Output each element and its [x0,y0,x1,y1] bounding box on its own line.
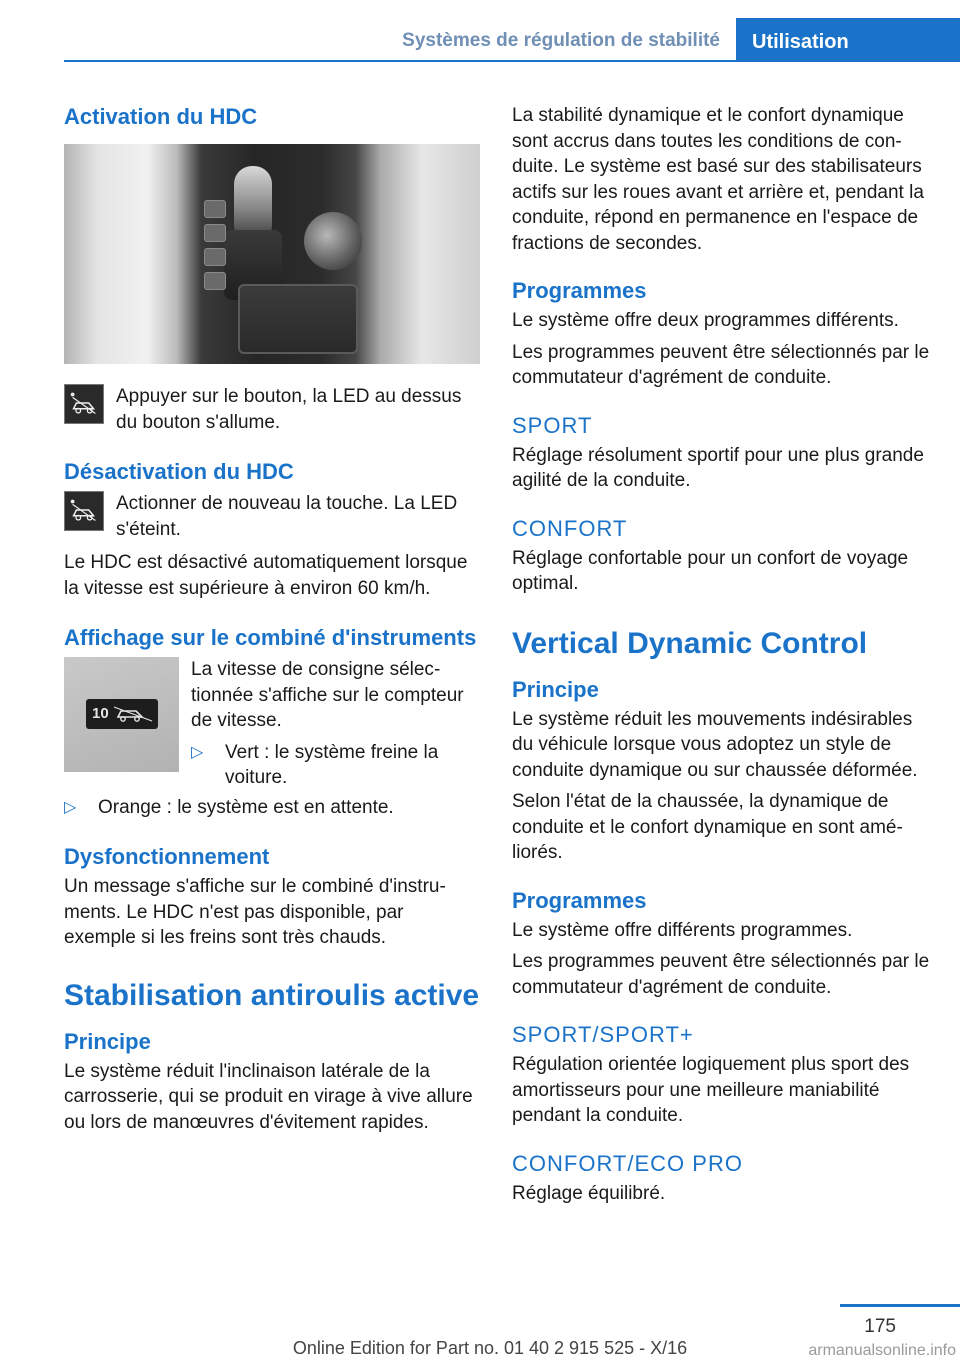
confort-eco-title: CONFORT/ECO PRO [512,1150,743,1176]
hdc-deactivation-title: Désactivation du HDC [64,459,294,484]
display-title: Affichage sur le combiné d'instruments [64,625,477,650]
programmes-text: Le système offre deux programmes différents. [512,310,899,331]
hdc-activation-text: Appuyer sur le bouton, la LED au dessus du bouton s'allume. [116,386,462,433]
page-number: 175 [864,1316,896,1337]
malfunction-text: Un message s'affiche sur le combiné d'instruments. Le HDC n'est pas disponible, par exemple si les freins sont très chauds. [64,876,446,948]
display-text: La vitesse de consigne sélectionnée s'affiche sur le compteur de vitesse. [191,659,464,731]
sport-title: SPORT [512,412,593,438]
edition-line: Online Edition for Part no. 01 40 2 915 525 - X/16 [292,1338,688,1358]
center-console-photo [64,144,480,364]
confort-eco-text: Réglage équilibré. [512,1182,666,1204]
hdc-deactivation-text: Actionner de nouveau la touche. La LED s'éteint. [116,493,458,540]
intro-text: La stabilité dynamique et le confort dynamique sont accrus dans toutes les conditions de conduite. Le système est basé sur des stabilisateurs actifs sur les roues avant et arrière et, pendant la conduite, répond en permanence en l'espace de fractions de secondes. [512,105,924,254]
hdc-activation-title: Activation du HDC [64,104,258,129]
triangle-bullet-icon: ▷ [191,743,204,761]
vdc-principle-text: Le système réduit les mouvements indésirables du véhicule lorsque vous adoptez un style de conduite dynamique ou sur chaussée déformée. [512,708,918,781]
confort-text: Réglage confortable pour un confort de voyage optimal. [512,547,909,594]
hdc-button-icon [64,384,104,424]
display-bullets-2 [64,795,480,821]
sport-text: Réglage résolument sportif pour une plus grande agilité de la conduite. [512,444,924,491]
programmes-title: Programmes [512,278,647,303]
hdc-auto-off-text: Le HDC est désactivé automatiquement lorsque la vitesse est supérieure à environ 60 km/h. [64,552,468,599]
hdc-button-icon [64,491,104,531]
sportplus-title: SPORT/SPORT+ [512,1022,694,1047]
footer-rule [840,1304,960,1307]
programmes-text: Le système offre différents programmes. [512,919,853,941]
header-tab: Utilisation [736,18,960,62]
right-column [512,96,932,1206]
header-section-title: Systèmes de régulation de stabilité [402,30,720,51]
cluster-display-image [64,657,179,772]
watermark: armanualsonline.info [808,1342,956,1359]
cluster-speed-value: 10 [92,705,109,722]
arc-principle-title: Principe [64,1028,151,1054]
list-item: ▷ Orange : le système est en attente. [64,795,480,821]
confort-title: CONFORT [512,515,628,541]
hdc-activation-row [64,384,480,435]
vdc-principle-title: Principe [512,676,599,702]
programmes-text: Les programmes peuvent être sélectionnés par le commutateur d'agrément de conduite. [512,341,930,388]
vdc-principle-text: Selon l'état de la chaussée, la dynamique de conduite et le confort dynamique en sont améliorés. [512,791,903,863]
list-item: ▷ Vert : le système freine la voiture. [191,740,480,791]
hdc-deactivation-row [64,491,480,542]
vdc-title: Vertical Dynamic Control [512,626,868,660]
arc-principle-text: Le système réduit l'inclinaison latérale de la carrosserie, qui se produit en virage à vive allure ou lors de manœuvres d'évitement rapides. [64,1060,473,1133]
header-rule [64,60,960,62]
triangle-bullet-icon: ▷ [64,798,77,816]
left-column [64,96,480,1135]
programmes-title: Programmes [512,887,647,913]
display-row [64,657,480,791]
hdc-cluster-symbol-icon [112,703,156,725]
sportplus-text: Régulation orientée logiquement plus sport des amortisseurs pour une meilleure maniabilité pendant la conduite. [512,1054,910,1126]
arc-title: Stabilisation antiroulis active [64,978,480,1012]
malfunction-title: Dysfonctionnement [64,844,270,869]
display-bullets [191,740,480,791]
programmes-text: Les programmes peuvent être sélectionnés par le commutateur d'agrément de conduite. [512,951,930,998]
